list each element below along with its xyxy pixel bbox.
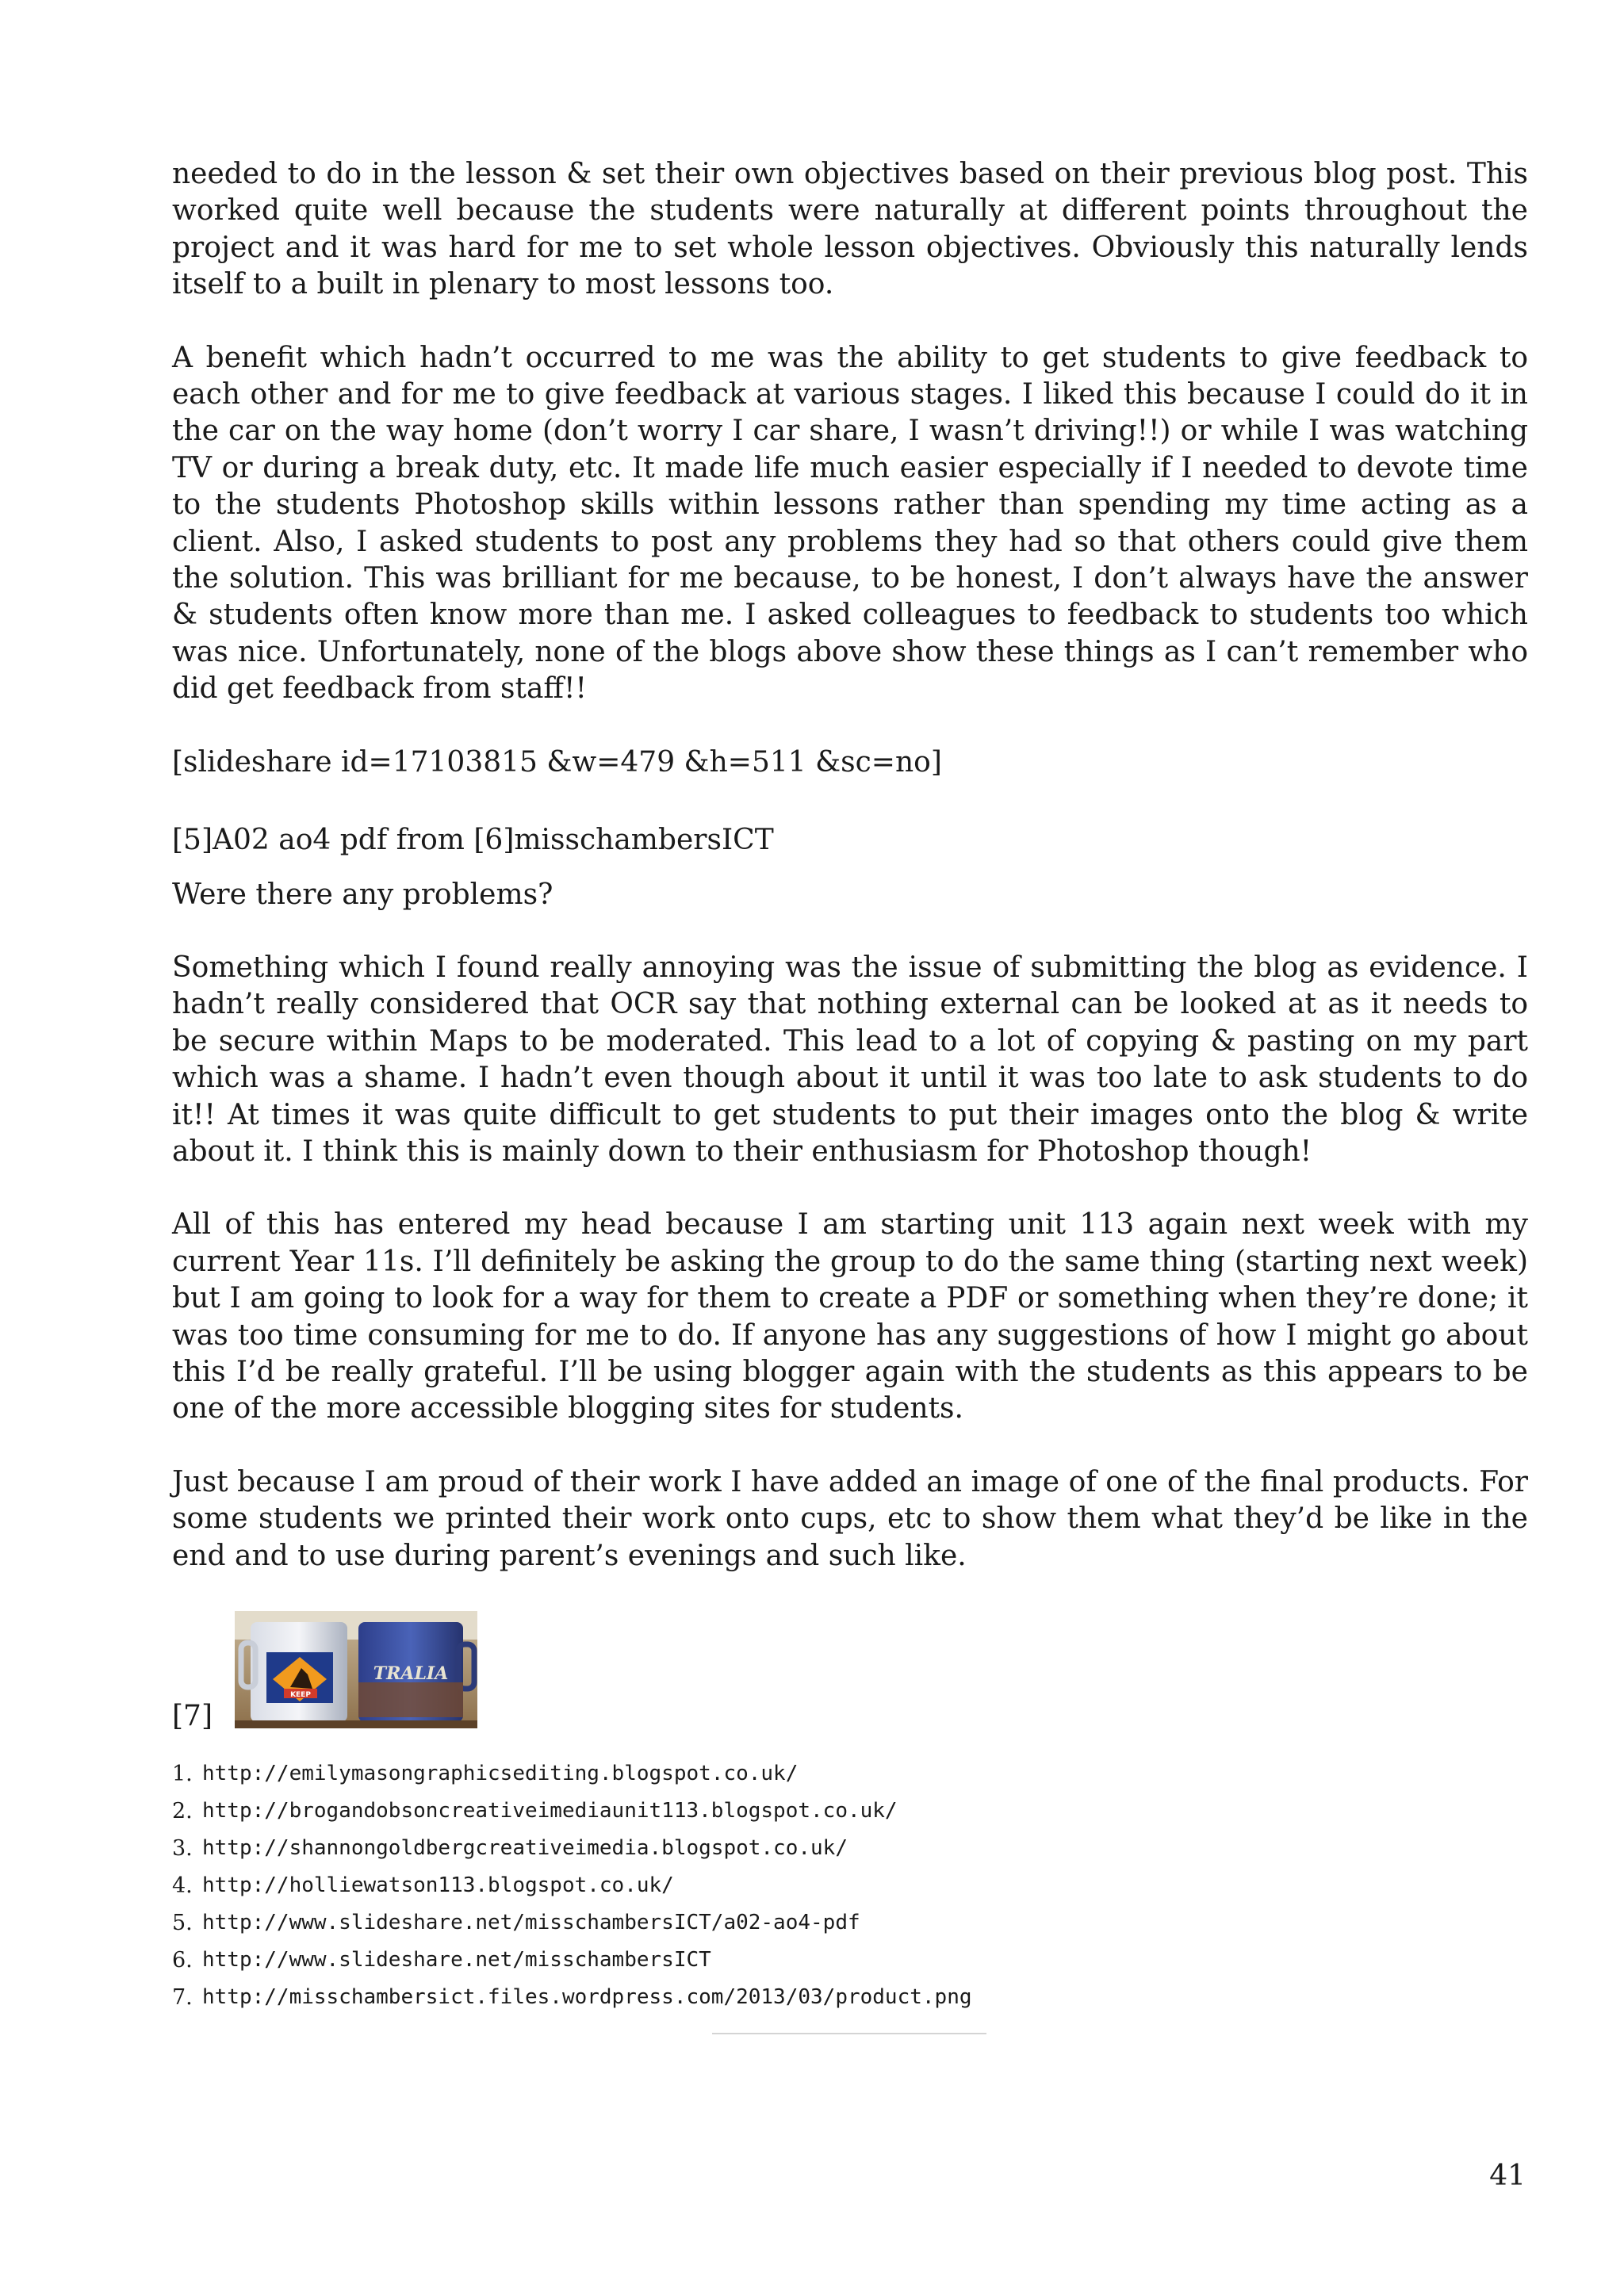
page-number: 41 (1489, 2160, 1526, 2192)
reference-item (172, 1942, 1528, 1979)
mug-left-text: KEEP (290, 1691, 311, 1699)
reference-number: 2. (172, 1799, 193, 1823)
reference-url[interactable]: http://shannongoldbergcreativeimedia.blogspot.co.uk/ (202, 1836, 848, 1860)
reference-item (172, 1755, 1528, 1793)
mugs-product-photo (235, 1611, 477, 1728)
document-page (172, 156, 1528, 2016)
reference-item (172, 1867, 1528, 1904)
paragraph: needed to do in the lesson & set their own objectives based on their previous blog post. This worked quite well because the students were naturally at different points throughout the project and it was hard for me to set whole lesson objectives. Obviously this naturally lends itself to a built in plenary to most lessons too. (172, 158, 1528, 301)
reference-url[interactable]: http://www.slideshare.net/misschambersICT (202, 1948, 711, 1972)
slideshare-shortcode: [slideshare id=17103815 &w=479 &h=511 &sc=no] (172, 745, 942, 779)
reference-url[interactable]: http://holliewatson113.blogspot.co.uk/ (202, 1873, 674, 1897)
footnote-divider (712, 2033, 986, 2034)
reference-item (172, 1830, 1528, 1867)
mug-right-text: TRALIA (373, 1663, 449, 1684)
reference-number: 4. (172, 1873, 193, 1898)
paragraph: All of this has entered my head because I am starting unit 113 again next week with my current Year 11s. I’ll definitely be asking the group to do the same thing (starting next week) but I am going to look for a way for them to create a PDF or something when they’re done; it was too time consuming for me to do. If anyone has any suggestions of how I might go about this I’d be really grateful. I’ll be using blogger again with the students as this appears to be one of the more accessible blogging sites for students. (172, 1208, 1528, 1425)
reference-url[interactable]: http://misschambersict.files.wordpress.com/2013/03/product.png (202, 1985, 972, 2009)
figure-reference-label[interactable]: [7] (172, 1700, 213, 1732)
paragraph: Just because I am proud of their work I have added an image of one of the final products. For some students we printed their work onto cups, etc to show them what they’d be like in the end and to use during parent’s evenings and such like. (172, 1465, 1528, 1572)
reference-number: 3. (172, 1836, 193, 1861)
reference-url[interactable]: http://www.slideshare.net/misschambersICT/a02-ao4-pdf (202, 1911, 860, 1934)
reference-item (172, 1793, 1528, 1830)
reference-item (172, 1904, 1528, 1942)
paragraph: A benefit which hadn’t occurred to me was the ability to get students to give feedback to each other and for me to give feedback at various stages. I liked this because I could do it in the car on the way home (don’t worry I car share, I wasn’t driving!!) or while I was watching TV or during a break duty, etc. It made life much easier especially if I needed to devote time to the students Photoshop skills within lessons rather than spending my time acting as a client. Also, I asked students to post any problems they had so that others could give them the solution. This was brilliant for me because, to be honest, I don’t always have the answer & students often know more than me. I asked colleagues to feedback to students too which was nice. Unfortunately, none of the blogs above show these things as I can’t remember who did get feedback from staff!! (172, 341, 1528, 706)
paragraph: Something which I found really annoying was the issue of submitting the blog as evidence. I hadn’t really considered that OCR say that nothing external can be looked at as it needs to be secure within Maps to be moderated. This lead to a lot of copying & pasting on my part which was a shame. I hadn’t even though about it until it was too late to ask students to do it!! At times it was quite difficult to get students to put their images onto the blog & write about it. I think this is mainly down to their enthusiasm for Photoshop though! (172, 951, 1528, 1168)
reference-number: 5. (172, 1911, 193, 1935)
reference-number: 7. (172, 1985, 193, 2010)
product-figure (172, 1611, 1528, 1735)
reference-item (172, 1979, 1528, 2016)
reference-url[interactable]: http://brogandobsoncreativeimediaunit113.blogspot.co.uk/ (202, 1799, 898, 1823)
reference-number: 6. (172, 1948, 193, 1973)
references-list (172, 1755, 1528, 2016)
reference-number: 1. (172, 1762, 193, 1786)
slideshare-source-link[interactable]: [5]A02 ao4 pdf from [6]misschambersICT (172, 824, 774, 857)
section-question: Were there any problems? (172, 878, 553, 911)
reference-url[interactable]: http://emilymasongraphicsediting.blogspot.co.uk/ (202, 1762, 799, 1785)
